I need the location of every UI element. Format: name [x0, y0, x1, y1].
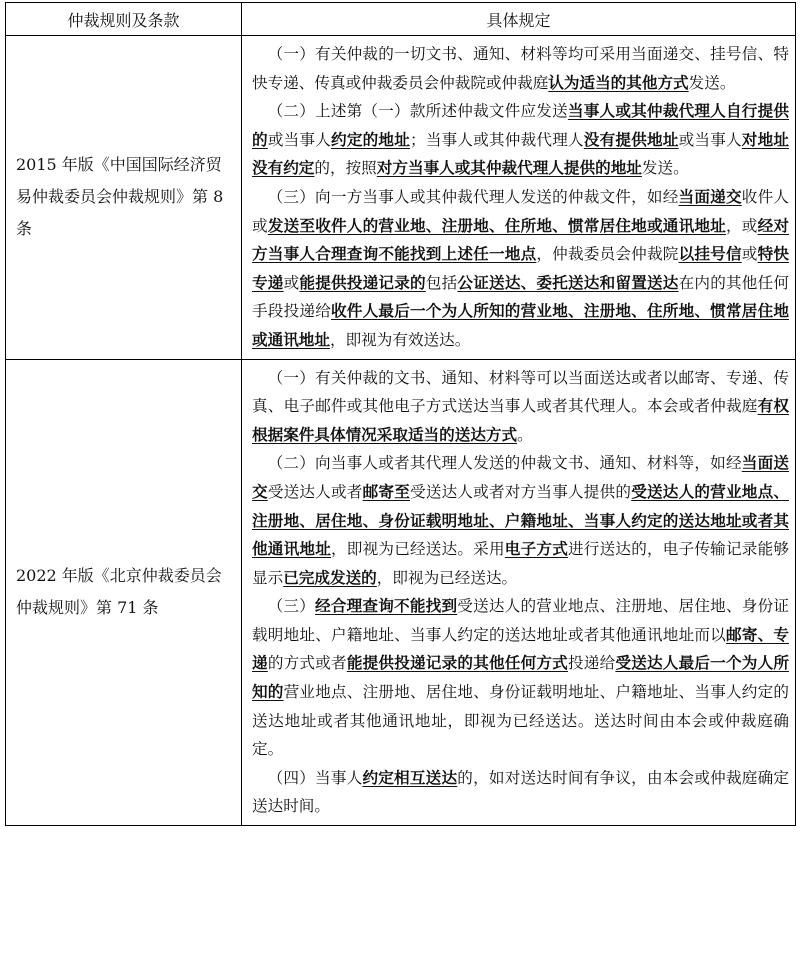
header-provision-column: 具体规定	[242, 3, 796, 36]
provision-text: 或	[283, 273, 300, 292]
provision-text: ，即视为已经送达。	[376, 568, 518, 587]
provision-paragraph	[252, 592, 789, 764]
underlined-phrase: 受送达人最后一个为人所知的	[252, 653, 789, 702]
provision-text: 或当事人	[267, 130, 332, 149]
provision-text: 。	[517, 425, 533, 444]
provision-text: 营业地点、注册地、居住地、身份证载明地址、户籍地址、当事人约定的送达地址或者其他通讯地址，即视为已经送达。送达时间由本会或仲裁庭确定。	[252, 683, 789, 759]
provision-text: （三）	[267, 597, 316, 616]
underlined-phrase: 邮寄至	[362, 481, 411, 501]
underlined-phrase: 公证送达、委托送达和留置送达	[457, 272, 679, 292]
underlined-phrase: 已完成发送的	[283, 567, 377, 587]
underlined-phrase: 认为适当的其他方式	[548, 72, 689, 92]
underlined-phrase: 当面递交	[678, 186, 742, 206]
provision-text: 的，如对送达时间有争议，由本会或仲裁庭确定送达时间。	[252, 768, 789, 816]
provision-paragraph	[252, 183, 789, 355]
provision-text: ，即视为有效送达。	[329, 330, 471, 349]
underlined-phrase: 经合理查询不能找到	[315, 596, 458, 616]
rule-name-cell: 2022 年版《北京仲裁委员会仲裁规则》第 71 条	[6, 359, 242, 826]
provision-text: （四）当事人	[267, 768, 363, 787]
underlined-phrase: 对地址没有约定	[252, 129, 789, 178]
provision-cell	[242, 36, 796, 360]
underlined-phrase: 对方当事人或其仲裁代理人提供的地址	[376, 158, 642, 178]
underlined-phrase: 经对方当事人合理查询不能找到上述任一地点	[252, 215, 789, 264]
provision-text: 或当事人	[678, 130, 742, 149]
provision-text: ，即视为已经送达。采用	[331, 540, 505, 559]
provision-text: 的方式或者	[267, 654, 347, 673]
provision-text: 发送。	[688, 73, 736, 92]
provision-paragraph	[252, 364, 789, 450]
provision-paragraph	[252, 40, 789, 97]
rule-name-cell: 2015 年版《中国国际经济贸易仲裁委员会仲裁规则》第 8 条	[6, 36, 242, 360]
provision-paragraph	[252, 97, 789, 183]
provision-text: 受送达人或者对方当事人提供的	[410, 482, 632, 501]
provision-text: 投递给	[567, 654, 616, 673]
underlined-phrase: 有权根据案件具体情况采取适当的送达方式	[252, 396, 789, 444]
provision-text: （一）有关仲裁的一切文书、通知、材料等均可采用当面递交、挂号信、特快专递、传真或仲裁委员会仲裁院或仲裁庭	[252, 45, 789, 92]
header-rule-column: 仲裁规则及条款	[6, 3, 242, 36]
provision-text: 在内的其他任何手段投递给	[252, 273, 789, 321]
provision-text: 包括	[425, 273, 458, 292]
table-row	[6, 359, 796, 826]
rules-table	[5, 2, 796, 826]
table-header-row	[6, 3, 796, 36]
underlined-phrase: 电子方式	[504, 539, 568, 559]
provision-text: 进行送达的，电子传输记录能够显示	[252, 540, 789, 587]
provision-cell	[242, 359, 796, 826]
provision-paragraph	[252, 449, 789, 592]
underlined-phrase: 能提供投递记录的其他任何方式	[346, 653, 568, 673]
provision-text: 或	[741, 245, 758, 264]
underlined-phrase: 发送至收件人的营业地、注册地、住所地、惯常居住地或通讯地址	[267, 215, 726, 235]
underlined-phrase: 能提供投递记录的	[299, 272, 426, 292]
provision-text: （二）上述第（一）款所述仲裁文件应发送	[267, 102, 568, 121]
underlined-phrase: 没有提供地址	[583, 129, 679, 149]
provision-text: 发送。	[641, 159, 689, 178]
table-row	[6, 36, 796, 360]
provision-text: 的，按照	[314, 159, 377, 178]
underlined-phrase: 当事人或其仲裁代理人自行提供的	[252, 101, 789, 149]
underlined-phrase: 约定的地址	[331, 129, 411, 149]
underlined-phrase: 收件人最后一个为人所知的营业地、注册地、住所地、惯常居住地或通讯地址	[252, 301, 789, 349]
provision-paragraph	[252, 764, 789, 821]
provision-text: 受送达人的营业地点、注册地、居住地、身份证载明地址、户籍地址、当事人约定的送达地址或者其他通讯地址而以	[252, 597, 789, 644]
underlined-phrase: 约定相互送达	[362, 767, 458, 787]
underlined-phrase: 特快专递	[252, 244, 789, 292]
provision-text: （一）有关仲裁的文书、通知、材料等可以当面送达或者以邮寄、专递、传真、电子邮件或其他电子方式送达当事人或者其代理人。本会或者仲裁庭	[252, 368, 789, 416]
underlined-phrase: 当面送交	[252, 453, 789, 501]
provision-text: （二）向当事人或者其代理人发送的仲裁文书、通知、材料等，如经	[267, 454, 742, 473]
provision-text: 受送达人或者	[267, 482, 363, 501]
provision-text: （三）向一方当事人或其仲裁代理人发送的仲裁文件，如经	[267, 187, 679, 206]
provision-text: ，仲裁委员会仲裁院	[536, 245, 679, 264]
underlined-phrase: 以挂号信	[678, 244, 742, 264]
underlined-phrase: 邮寄、专递	[252, 624, 789, 673]
underlined-phrase: 受送达人的营业地点、注册地、居住地、身份证载明地址、户籍地址、当事人约定的送达地址或者其他通讯地址	[252, 481, 789, 559]
provision-text: ；当事人或其仲裁代理人	[410, 130, 584, 149]
provision-text: ，或	[725, 216, 758, 235]
provision-text: 收件人或	[252, 187, 789, 235]
